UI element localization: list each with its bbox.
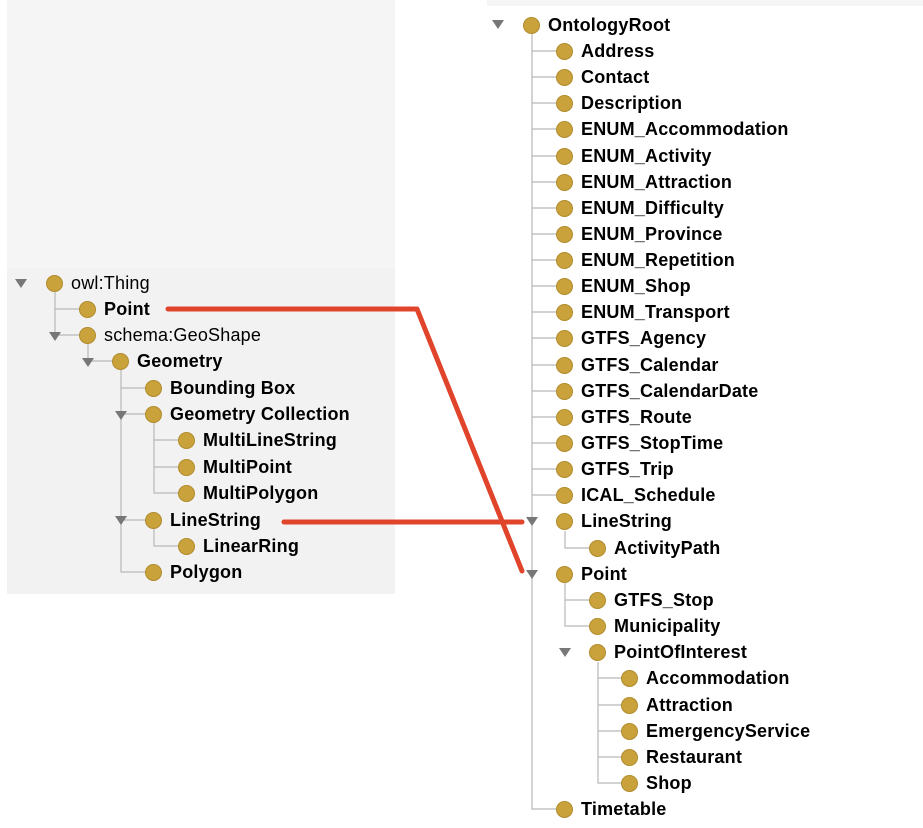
node-label: ENUM_Repetition: [581, 249, 736, 270]
connector-point: [168, 309, 522, 571]
node-label: OntologyRoot: [548, 14, 671, 35]
node-label: ICAL_Schedule: [581, 484, 716, 505]
node-label: GTFS_Calendar: [581, 354, 719, 375]
node-label: ENUM_Activity: [581, 145, 712, 166]
node-label: LinearRing: [203, 535, 300, 556]
node-label: Polygon: [170, 561, 243, 582]
node-label: LineString: [170, 509, 261, 530]
node-label: Shop: [646, 772, 692, 793]
node-label: MultiLineString: [203, 429, 337, 450]
node-label: Description: [581, 92, 683, 113]
node-label: MultiPolygon: [203, 482, 319, 503]
node-label: GTFS_CalendarDate: [581, 380, 759, 401]
node-label: LineString: [581, 510, 672, 531]
node-label: Address: [581, 40, 655, 61]
node-label: PointOfInterest: [614, 641, 748, 662]
node-label: Point: [104, 298, 150, 319]
node-label: GTFS_Trip: [581, 458, 674, 479]
node-label: GTFS_StopTime: [581, 432, 724, 453]
node-label: ENUM_Attraction: [581, 171, 733, 192]
node-label: GTFS_Route: [581, 406, 693, 427]
node-label: GTFS_Stop: [614, 589, 714, 610]
node-label: Timetable: [581, 798, 667, 819]
node-label: Geometry Collection: [170, 403, 350, 424]
node-label: MultiPoint: [203, 456, 292, 477]
node-label: ENUM_Province: [581, 223, 723, 244]
node-label: GTFS_Agency: [581, 327, 707, 348]
node-label: ENUM_Accommodation: [581, 118, 789, 139]
node-label: Attraction: [646, 694, 733, 715]
node-label: Accommodation: [646, 667, 790, 688]
node-label: owl:Thing: [71, 272, 150, 293]
node-label: ENUM_Transport: [581, 301, 730, 322]
node-label: Contact: [581, 66, 650, 87]
node-label: ActivityPath: [614, 537, 721, 558]
node-label: Bounding Box: [170, 377, 296, 398]
node-label: ENUM_Difficulty: [581, 197, 725, 218]
node-label: Point: [581, 563, 627, 584]
node-label: EmergencyService: [646, 720, 811, 741]
node-label: Restaurant: [646, 746, 743, 767]
node-label: schema:GeoShape: [104, 324, 262, 345]
node-label: Geometry: [137, 350, 223, 371]
node-label: ENUM_Shop: [581, 275, 691, 296]
node-label: Municipality: [614, 615, 721, 636]
